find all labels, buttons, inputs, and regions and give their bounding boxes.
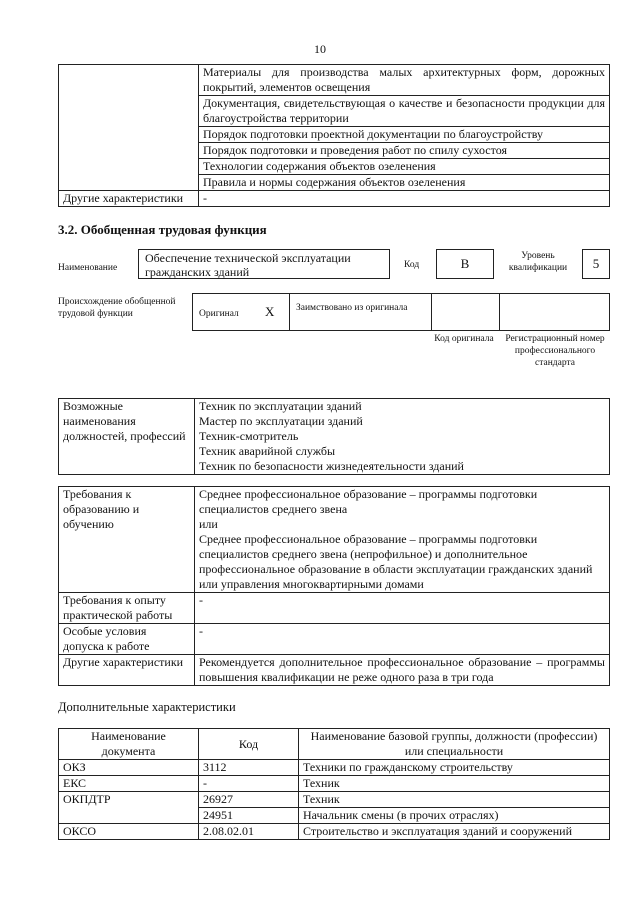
table-row (59, 824, 610, 840)
page-number: 10 (314, 42, 326, 56)
positions-label: Возможные наименования должностей, профессий (59, 399, 195, 475)
knowledge-table (58, 64, 610, 207)
knowledge-item: Правила и нормы содержания объектов озеленения (199, 175, 610, 191)
position-item: Техник по безопасности жизнедеятельности зданий (199, 459, 464, 473)
additional-table (58, 728, 610, 840)
admission-value: - (195, 624, 610, 655)
table-row (59, 655, 610, 686)
origin-label: Происхождение обобщенной трудовой функции (58, 297, 176, 319)
table-row (59, 624, 610, 655)
other-characteristics-value: - (199, 191, 610, 207)
table-row (59, 487, 610, 593)
code-cell: 26927 (199, 792, 299, 808)
knowledge-item: Технологии содержания объектов озеленения (199, 159, 610, 175)
code-cell: 3112 (199, 760, 299, 776)
code-original-caption: Код оригинала (434, 334, 494, 344)
reg-number-caption: Регистрационный номер профессионального стандарта (505, 334, 605, 368)
original-mark: X (265, 304, 275, 319)
doc-cell: ОКПДТР (59, 792, 199, 824)
doc-cell: ОКЗ (59, 760, 199, 776)
other-label: Другие характеристики (59, 655, 195, 686)
position-item: Мастер по эксплуатации зданий (199, 414, 363, 428)
name-cell: Строительство и эксплуатация зданий и сооружений (299, 824, 610, 840)
original-label: Оригинал (199, 309, 239, 319)
name-cell: Техники по гражданскому строительству (299, 760, 610, 776)
level-label: Уровень квалификации (508, 251, 568, 273)
doc-cell: ОКСО (59, 824, 199, 840)
code-label: Код (404, 260, 420, 270)
knowledge-item: Материалы для производства малых архитектурных форм, дорожных покрытий, элементов освещения (199, 65, 610, 96)
positions-list (195, 399, 610, 475)
other-value: Рекомендуется дополнительное профессиональное образование – программы повышения квалификации не реже одного раза в три года (195, 655, 610, 686)
table-row (59, 792, 610, 808)
requirements-table (58, 486, 610, 686)
code-cell: 2.08.02.01 (199, 824, 299, 840)
knowledge-item: Документация, свидетельствующая о качестве и безопасности продукции для благоустройства территории (199, 96, 610, 127)
other-characteristics-label: Другие характеристики (59, 191, 199, 207)
table-row (59, 399, 610, 475)
borrowed-label: Заимствовано из оригинала (296, 303, 408, 313)
name-label: Наименование (58, 263, 118, 273)
header-document: Наименование документа (59, 729, 199, 760)
experience-label: Требования к опыту практической работы (59, 593, 195, 624)
table-row (59, 65, 610, 96)
name-cell: Техник (299, 792, 610, 808)
education-value: Среднее профессиональное образование – программы подготовки специалистов среднего звена или Среднее профессиональное образование – программы подготовки специалистов среднего звена (непрофильное) и дополнительное профессиональное образование в области эксплуатации гражданских зданий или управления многоквартирными домами (195, 487, 610, 593)
position-item: Техник по эксплуатации зданий (199, 399, 362, 413)
position-item: Техник-смотритель (199, 429, 299, 443)
table-header-row (59, 729, 610, 760)
doc-cell: ЕКС (59, 776, 199, 792)
positions-table (58, 398, 610, 475)
table-row (59, 191, 610, 207)
header-code: Код (199, 729, 299, 760)
education-label: Требования к образованию и обучению (59, 487, 195, 593)
experience-value: - (195, 593, 610, 624)
knowledge-item: Порядок подготовки проектной документации по благоустройству (199, 127, 610, 143)
function-code-box: B (436, 249, 494, 279)
origin-box (192, 293, 610, 331)
knowledge-item: Порядок подготовки и проведения работ по спилу сухостоя (199, 143, 610, 159)
table-row (59, 593, 610, 624)
divider (431, 294, 432, 330)
admission-label: Особые условия допуска к работе (59, 624, 195, 655)
divider (289, 294, 290, 330)
table-row (59, 776, 610, 792)
name-cell: Техник (299, 776, 610, 792)
level-box: 5 (582, 249, 610, 279)
divider (499, 294, 500, 330)
section-title: 3.2. Обобщенная трудовая функция (58, 222, 267, 237)
function-name-box: Обеспечение технической эксплуатации гражданских зданий (138, 249, 390, 279)
header-name: Наименование базовой группы, должности (профессии) или специальности (299, 729, 610, 760)
code-cell: 24951 (199, 808, 299, 824)
position-item: Техник аварийной службы (199, 444, 336, 458)
additional-title: Дополнительные характеристики (58, 700, 236, 714)
empty-label-cell (59, 65, 199, 191)
name-cell: Начальник смены (в прочих отраслях) (299, 808, 610, 824)
table-row (59, 760, 610, 776)
code-cell: - (199, 776, 299, 792)
